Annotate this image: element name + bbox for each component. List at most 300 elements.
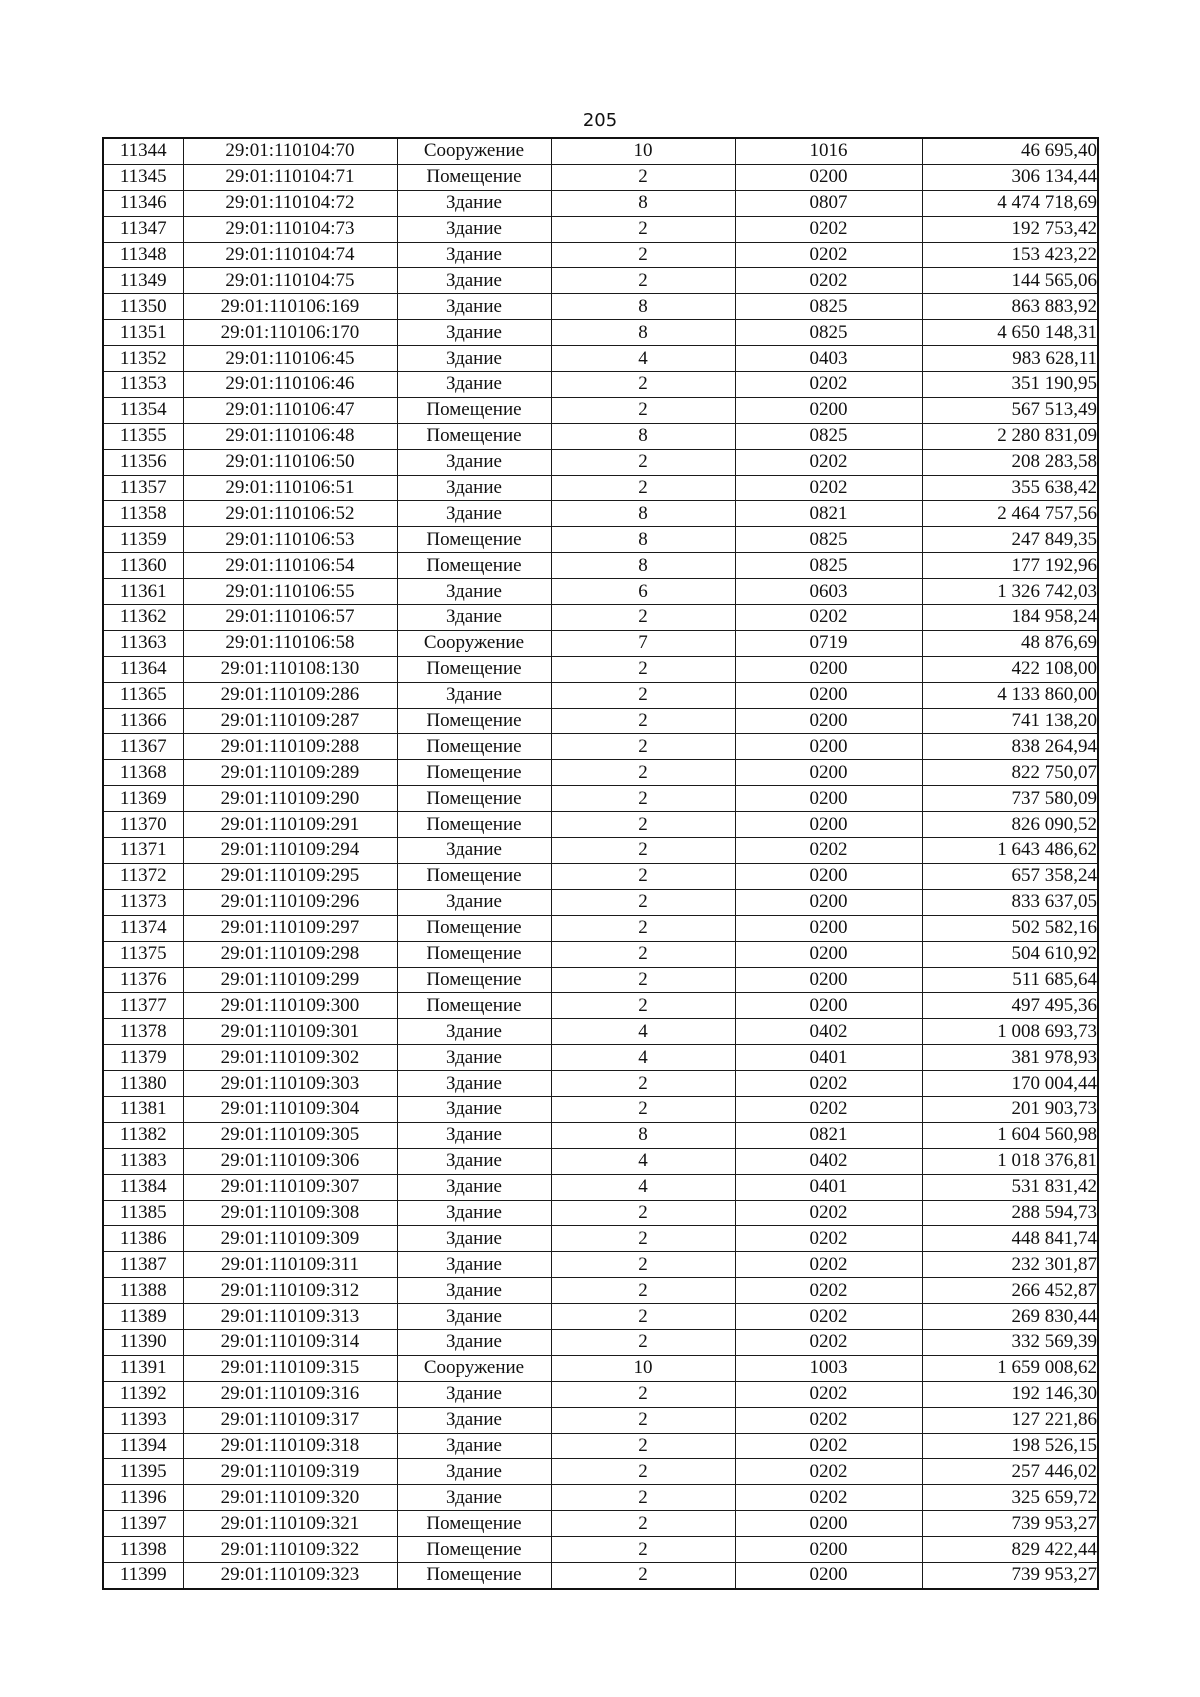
cadastral-number-cell: 29:01:110109:313 xyxy=(183,1304,397,1330)
row-number-cell: 11366 xyxy=(103,708,183,734)
cadastral-value-cell: 4 474 718,69 xyxy=(922,190,1098,216)
subgroup-code-cell: 0821 xyxy=(735,501,922,527)
cadastral-value-cell: 192 753,42 xyxy=(922,216,1098,242)
subgroup-code-cell: 0202 xyxy=(735,605,922,631)
cadastral-value-cell: 1 018 376,81 xyxy=(922,1148,1098,1174)
object-type-cell: Помещение xyxy=(397,734,551,760)
table-row xyxy=(103,423,1098,449)
cadastral-number-cell: 29:01:110109:316 xyxy=(183,1381,397,1407)
table-row xyxy=(103,1096,1098,1122)
cadastral-value-cell: 863 883,92 xyxy=(922,294,1098,320)
object-type-cell: Здание xyxy=(397,1407,551,1433)
group-cell: 4 xyxy=(551,1045,735,1071)
table-row xyxy=(103,1355,1098,1381)
table-row xyxy=(103,1562,1098,1588)
cadastral-value-cell: 269 830,44 xyxy=(922,1304,1098,1330)
page-number: 205 xyxy=(582,110,618,131)
cadastral-value-table xyxy=(102,137,1099,1590)
table-row xyxy=(103,786,1098,812)
subgroup-code-cell: 0401 xyxy=(735,1045,922,1071)
group-cell: 2 xyxy=(551,863,735,889)
cadastral-number-cell: 29:01:110109:304 xyxy=(183,1096,397,1122)
subgroup-code-cell: 0200 xyxy=(735,993,922,1019)
subgroup-code-cell: 1003 xyxy=(735,1355,922,1381)
group-cell: 2 xyxy=(551,786,735,812)
object-type-cell: Здание xyxy=(397,1096,551,1122)
object-type-cell: Здание xyxy=(397,1019,551,1045)
group-cell: 2 xyxy=(551,1096,735,1122)
row-number-cell: 11356 xyxy=(103,449,183,475)
cadastral-value-cell: 201 903,73 xyxy=(922,1096,1098,1122)
cadastral-number-cell: 29:01:110106:51 xyxy=(183,475,397,501)
object-type-cell: Помещение xyxy=(397,708,551,734)
subgroup-code-cell: 1016 xyxy=(735,138,922,164)
cadastral-number-cell: 29:01:110109:299 xyxy=(183,967,397,993)
subgroup-code-cell: 0200 xyxy=(735,164,922,190)
row-number-cell: 11399 xyxy=(103,1562,183,1588)
group-cell: 2 xyxy=(551,889,735,915)
object-type-cell: Помещение xyxy=(397,1511,551,1537)
group-cell: 2 xyxy=(551,242,735,268)
object-type-cell: Помещение xyxy=(397,1537,551,1563)
subgroup-code-cell: 0202 xyxy=(735,1278,922,1304)
group-cell: 2 xyxy=(551,1252,735,1278)
subgroup-code-cell: 0200 xyxy=(735,1511,922,1537)
cadastral-value-cell: 567 513,49 xyxy=(922,397,1098,423)
cadastral-number-cell: 29:01:110106:52 xyxy=(183,501,397,527)
object-type-cell: Помещение xyxy=(397,863,551,889)
subgroup-code-cell: 0202 xyxy=(735,1329,922,1355)
group-cell: 2 xyxy=(551,838,735,864)
cadastral-number-cell: 29:01:110108:130 xyxy=(183,656,397,682)
cadastral-number-cell: 29:01:110109:311 xyxy=(183,1252,397,1278)
cadastral-number-cell: 29:01:110109:287 xyxy=(183,708,397,734)
subgroup-code-cell: 0200 xyxy=(735,734,922,760)
object-type-cell: Здание xyxy=(397,190,551,216)
table-row xyxy=(103,1174,1098,1200)
table-row xyxy=(103,579,1098,605)
subgroup-code-cell: 0202 xyxy=(735,268,922,294)
cadastral-value-cell: 127 221,86 xyxy=(922,1407,1098,1433)
table-row xyxy=(103,216,1098,242)
cadastral-value-cell: 332 569,39 xyxy=(922,1329,1098,1355)
group-cell: 6 xyxy=(551,579,735,605)
cadastral-number-cell: 29:01:110109:294 xyxy=(183,838,397,864)
object-type-cell: Помещение xyxy=(397,760,551,786)
table-row xyxy=(103,242,1098,268)
group-cell: 8 xyxy=(551,190,735,216)
cadastral-number-cell: 29:01:110109:300 xyxy=(183,993,397,1019)
cadastral-value-cell: 1 008 693,73 xyxy=(922,1019,1098,1045)
row-number-cell: 11350 xyxy=(103,294,183,320)
subgroup-code-cell: 0202 xyxy=(735,1071,922,1097)
row-number-cell: 11348 xyxy=(103,242,183,268)
group-cell: 2 xyxy=(551,1407,735,1433)
table-row xyxy=(103,1045,1098,1071)
subgroup-code-cell: 0202 xyxy=(735,1096,922,1122)
table-row xyxy=(103,1511,1098,1537)
group-cell: 2 xyxy=(551,605,735,631)
cadastral-value-cell: 381 978,93 xyxy=(922,1045,1098,1071)
table-row xyxy=(103,1148,1098,1174)
group-cell: 2 xyxy=(551,1304,735,1330)
table-row xyxy=(103,397,1098,423)
subgroup-code-cell: 0202 xyxy=(735,1459,922,1485)
cadastral-number-cell: 29:01:110106:50 xyxy=(183,449,397,475)
table-row xyxy=(103,605,1098,631)
table-row xyxy=(103,760,1098,786)
cadastral-number-cell: 29:01:110106:170 xyxy=(183,320,397,346)
group-cell: 2 xyxy=(551,812,735,838)
subgroup-code-cell: 0825 xyxy=(735,423,922,449)
row-number-cell: 11370 xyxy=(103,812,183,838)
cadastral-number-cell: 29:01:110106:55 xyxy=(183,579,397,605)
cadastral-value-cell: 288 594,73 xyxy=(922,1200,1098,1226)
object-type-cell: Здание xyxy=(397,682,551,708)
cadastral-value-cell: 48 876,69 xyxy=(922,630,1098,656)
object-type-cell: Здание xyxy=(397,501,551,527)
object-type-cell: Здание xyxy=(397,294,551,320)
group-cell: 2 xyxy=(551,1226,735,1252)
table-row xyxy=(103,1200,1098,1226)
table-row xyxy=(103,268,1098,294)
row-number-cell: 11398 xyxy=(103,1537,183,1563)
cadastral-number-cell: 29:01:110109:323 xyxy=(183,1562,397,1588)
table-row xyxy=(103,1252,1098,1278)
row-number-cell: 11394 xyxy=(103,1433,183,1459)
cadastral-number-cell: 29:01:110104:74 xyxy=(183,242,397,268)
group-cell: 2 xyxy=(551,1562,735,1588)
object-type-cell: Здание xyxy=(397,1329,551,1355)
table-row xyxy=(103,1304,1098,1330)
group-cell: 2 xyxy=(551,475,735,501)
object-type-cell: Здание xyxy=(397,1071,551,1097)
subgroup-code-cell: 0807 xyxy=(735,190,922,216)
object-type-cell: Здание xyxy=(397,242,551,268)
row-number-cell: 11367 xyxy=(103,734,183,760)
group-cell: 2 xyxy=(551,967,735,993)
group-cell: 2 xyxy=(551,708,735,734)
cadastral-value-cell: 184 958,24 xyxy=(922,605,1098,631)
object-type-cell: Здание xyxy=(397,268,551,294)
table-row xyxy=(103,1537,1098,1563)
cadastral-number-cell: 29:01:110106:45 xyxy=(183,346,397,372)
cadastral-number-cell: 29:01:110109:289 xyxy=(183,760,397,786)
group-cell: 8 xyxy=(551,423,735,449)
group-cell: 2 xyxy=(551,1200,735,1226)
group-cell: 2 xyxy=(551,734,735,760)
row-number-cell: 11385 xyxy=(103,1200,183,1226)
table-row xyxy=(103,941,1098,967)
group-cell: 8 xyxy=(551,527,735,553)
cadastral-number-cell: 29:01:110106:53 xyxy=(183,527,397,553)
row-number-cell: 11378 xyxy=(103,1019,183,1045)
row-number-cell: 11357 xyxy=(103,475,183,501)
subgroup-code-cell: 0202 xyxy=(735,475,922,501)
group-cell: 2 xyxy=(551,656,735,682)
object-type-cell: Помещение xyxy=(397,1562,551,1588)
group-cell: 2 xyxy=(551,216,735,242)
cadastral-value-cell: 306 134,44 xyxy=(922,164,1098,190)
cadastral-number-cell: 29:01:110104:71 xyxy=(183,164,397,190)
cadastral-value-cell: 4 133 860,00 xyxy=(922,682,1098,708)
cadastral-value-cell: 829 422,44 xyxy=(922,1537,1098,1563)
subgroup-code-cell: 0825 xyxy=(735,320,922,346)
row-number-cell: 11380 xyxy=(103,1071,183,1097)
object-type-cell: Помещение xyxy=(397,553,551,579)
cadastral-number-cell: 29:01:110109:286 xyxy=(183,682,397,708)
cadastral-number-cell: 29:01:110109:288 xyxy=(183,734,397,760)
cadastral-number-cell: 29:01:110109:318 xyxy=(183,1433,397,1459)
cadastral-value-cell: 2 280 831,09 xyxy=(922,423,1098,449)
row-number-cell: 11352 xyxy=(103,346,183,372)
object-type-cell: Здание xyxy=(397,1485,551,1511)
row-number-cell: 11349 xyxy=(103,268,183,294)
cadastral-number-cell: 29:01:110109:290 xyxy=(183,786,397,812)
row-number-cell: 11383 xyxy=(103,1148,183,1174)
cadastral-number-cell: 29:01:110109:291 xyxy=(183,812,397,838)
table-row xyxy=(103,190,1098,216)
table-row xyxy=(103,993,1098,1019)
object-type-cell: Помещение xyxy=(397,993,551,1019)
group-cell: 4 xyxy=(551,1019,735,1045)
object-type-cell: Здание xyxy=(397,216,551,242)
group-cell: 2 xyxy=(551,993,735,1019)
table-row xyxy=(103,1071,1098,1097)
object-type-cell: Помещение xyxy=(397,164,551,190)
cadastral-number-cell: 29:01:110109:301 xyxy=(183,1019,397,1045)
row-number-cell: 11376 xyxy=(103,967,183,993)
group-cell: 4 xyxy=(551,1174,735,1200)
group-cell: 2 xyxy=(551,760,735,786)
cadastral-number-cell: 29:01:110109:317 xyxy=(183,1407,397,1433)
cadastral-number-cell: 29:01:110104:70 xyxy=(183,138,397,164)
cadastral-number-cell: 29:01:110109:306 xyxy=(183,1148,397,1174)
row-number-cell: 11364 xyxy=(103,656,183,682)
object-type-cell: Помещение xyxy=(397,812,551,838)
table-row xyxy=(103,812,1098,838)
row-number-cell: 11379 xyxy=(103,1045,183,1071)
subgroup-code-cell: 0202 xyxy=(735,216,922,242)
subgroup-code-cell: 0202 xyxy=(735,1433,922,1459)
row-number-cell: 11345 xyxy=(103,164,183,190)
cadastral-value-cell: 741 138,20 xyxy=(922,708,1098,734)
row-number-cell: 11361 xyxy=(103,579,183,605)
group-cell: 2 xyxy=(551,1278,735,1304)
cadastral-value-cell: 266 452,87 xyxy=(922,1278,1098,1304)
group-cell: 2 xyxy=(551,1329,735,1355)
cadastral-value-cell: 531 831,42 xyxy=(922,1174,1098,1200)
object-type-cell: Помещение xyxy=(397,786,551,812)
row-number-cell: 11368 xyxy=(103,760,183,786)
object-type-cell: Здание xyxy=(397,1045,551,1071)
cadastral-value-cell: 351 190,95 xyxy=(922,372,1098,398)
row-number-cell: 11363 xyxy=(103,630,183,656)
subgroup-code-cell: 0202 xyxy=(735,1381,922,1407)
table-row xyxy=(103,1122,1098,1148)
object-type-cell: Здание xyxy=(397,449,551,475)
cadastral-value-cell: 511 685,64 xyxy=(922,967,1098,993)
group-cell: 8 xyxy=(551,294,735,320)
cadastral-value-cell: 497 495,36 xyxy=(922,993,1098,1019)
subgroup-code-cell: 0200 xyxy=(735,863,922,889)
subgroup-code-cell: 0825 xyxy=(735,294,922,320)
cadastral-value-cell: 838 264,94 xyxy=(922,734,1098,760)
cadastral-value-cell: 325 659,72 xyxy=(922,1485,1098,1511)
row-number-cell: 11371 xyxy=(103,838,183,864)
object-type-cell: Сооружение xyxy=(397,630,551,656)
cadastral-value-cell: 2 464 757,56 xyxy=(922,501,1098,527)
row-number-cell: 11365 xyxy=(103,682,183,708)
row-number-cell: 11397 xyxy=(103,1511,183,1537)
group-cell: 2 xyxy=(551,915,735,941)
group-cell: 7 xyxy=(551,630,735,656)
subgroup-code-cell: 0200 xyxy=(735,941,922,967)
row-number-cell: 11377 xyxy=(103,993,183,1019)
group-cell: 2 xyxy=(551,397,735,423)
object-type-cell: Помещение xyxy=(397,423,551,449)
group-cell: 2 xyxy=(551,268,735,294)
cadastral-number-cell: 29:01:110106:57 xyxy=(183,605,397,631)
group-cell: 2 xyxy=(551,1459,735,1485)
cadastral-value-cell: 1 643 486,62 xyxy=(922,838,1098,864)
object-type-cell: Здание xyxy=(397,1278,551,1304)
cadastral-number-cell: 29:01:110109:314 xyxy=(183,1329,397,1355)
cadastral-number-cell: 29:01:110109:309 xyxy=(183,1226,397,1252)
group-cell: 2 xyxy=(551,164,735,190)
row-number-cell: 11346 xyxy=(103,190,183,216)
row-number-cell: 11354 xyxy=(103,397,183,423)
row-number-cell: 11353 xyxy=(103,372,183,398)
subgroup-code-cell: 0202 xyxy=(735,838,922,864)
cadastral-value-cell: 822 750,07 xyxy=(922,760,1098,786)
table-row xyxy=(103,838,1098,864)
row-number-cell: 11386 xyxy=(103,1226,183,1252)
subgroup-code-cell: 0202 xyxy=(735,1407,922,1433)
row-number-cell: 11381 xyxy=(103,1096,183,1122)
cadastral-value-cell: 177 192,96 xyxy=(922,553,1098,579)
table-row xyxy=(103,656,1098,682)
row-number-cell: 11387 xyxy=(103,1252,183,1278)
object-type-cell: Здание xyxy=(397,889,551,915)
subgroup-code-cell: 0200 xyxy=(735,889,922,915)
row-number-cell: 11382 xyxy=(103,1122,183,1148)
subgroup-code-cell: 0403 xyxy=(735,346,922,372)
object-type-cell: Помещение xyxy=(397,656,551,682)
row-number-cell: 11390 xyxy=(103,1329,183,1355)
object-type-cell: Здание xyxy=(397,1122,551,1148)
cadastral-number-cell: 29:01:110106:169 xyxy=(183,294,397,320)
table-row xyxy=(103,1278,1098,1304)
subgroup-code-cell: 0402 xyxy=(735,1019,922,1045)
table-row xyxy=(103,1019,1098,1045)
subgroup-code-cell: 0202 xyxy=(735,1252,922,1278)
subgroup-code-cell: 0200 xyxy=(735,760,922,786)
subgroup-code-cell: 0202 xyxy=(735,242,922,268)
row-number-cell: 11372 xyxy=(103,863,183,889)
cadastral-value-cell: 448 841,74 xyxy=(922,1226,1098,1252)
cadastral-value-cell: 983 628,11 xyxy=(922,346,1098,372)
table-row xyxy=(103,1433,1098,1459)
subgroup-code-cell: 0202 xyxy=(735,1226,922,1252)
row-number-cell: 11351 xyxy=(103,320,183,346)
table-row xyxy=(103,682,1098,708)
object-type-cell: Здание xyxy=(397,1381,551,1407)
cadastral-number-cell: 29:01:110109:322 xyxy=(183,1537,397,1563)
table-row xyxy=(103,630,1098,656)
cadastral-value-cell: 355 638,42 xyxy=(922,475,1098,501)
group-cell: 2 xyxy=(551,1537,735,1563)
table-row xyxy=(103,527,1098,553)
subgroup-code-cell: 0821 xyxy=(735,1122,922,1148)
table-row xyxy=(103,294,1098,320)
cadastral-number-cell: 29:01:110109:315 xyxy=(183,1355,397,1381)
object-type-cell: Сооружение xyxy=(397,1355,551,1381)
table-row xyxy=(103,449,1098,475)
object-type-cell: Здание xyxy=(397,1433,551,1459)
subgroup-code-cell: 0200 xyxy=(735,656,922,682)
cadastral-number-cell: 29:01:110109:321 xyxy=(183,1511,397,1537)
cadastral-value-cell: 737 580,09 xyxy=(922,786,1098,812)
row-number-cell: 11362 xyxy=(103,605,183,631)
table-row xyxy=(103,164,1098,190)
cadastral-number-cell: 29:01:110109:298 xyxy=(183,941,397,967)
row-number-cell: 11359 xyxy=(103,527,183,553)
row-number-cell: 11373 xyxy=(103,889,183,915)
object-type-cell: Здание xyxy=(397,320,551,346)
object-type-cell: Здание xyxy=(397,1200,551,1226)
cadastral-number-cell: 29:01:110109:320 xyxy=(183,1485,397,1511)
object-type-cell: Здание xyxy=(397,605,551,631)
group-cell: 2 xyxy=(551,1485,735,1511)
object-type-cell: Здание xyxy=(397,838,551,864)
row-number-cell: 11392 xyxy=(103,1381,183,1407)
row-number-cell: 11388 xyxy=(103,1278,183,1304)
cadastral-number-cell: 29:01:110106:46 xyxy=(183,372,397,398)
cadastral-value-cell: 192 146,30 xyxy=(922,1381,1098,1407)
object-type-cell: Здание xyxy=(397,1252,551,1278)
subgroup-code-cell: 0200 xyxy=(735,786,922,812)
subgroup-code-cell: 0200 xyxy=(735,1562,922,1588)
cadastral-number-cell: 29:01:110104:75 xyxy=(183,268,397,294)
group-cell: 2 xyxy=(551,1511,735,1537)
row-number-cell: 11344 xyxy=(103,138,183,164)
table-row xyxy=(103,1226,1098,1252)
object-type-cell: Сооружение xyxy=(397,138,551,164)
cadastral-number-cell: 29:01:110106:54 xyxy=(183,553,397,579)
object-type-cell: Здание xyxy=(397,1304,551,1330)
object-type-cell: Помещение xyxy=(397,527,551,553)
object-type-cell: Здание xyxy=(397,1226,551,1252)
table-row xyxy=(103,1485,1098,1511)
cadastral-number-cell: 29:01:110104:73 xyxy=(183,216,397,242)
cadastral-value-cell: 46 695,40 xyxy=(922,138,1098,164)
table-row xyxy=(103,1459,1098,1485)
subgroup-code-cell: 0200 xyxy=(735,915,922,941)
subgroup-code-cell: 0200 xyxy=(735,397,922,423)
cadastral-number-cell: 29:01:110106:48 xyxy=(183,423,397,449)
group-cell: 8 xyxy=(551,553,735,579)
table-row xyxy=(103,475,1098,501)
group-cell: 2 xyxy=(551,449,735,475)
table-row xyxy=(103,346,1098,372)
object-type-cell: Здание xyxy=(397,1459,551,1485)
group-cell: 2 xyxy=(551,1433,735,1459)
subgroup-code-cell: 0202 xyxy=(735,372,922,398)
group-cell: 8 xyxy=(551,320,735,346)
cadastral-value-cell: 739 953,27 xyxy=(922,1562,1098,1588)
object-type-cell: Помещение xyxy=(397,915,551,941)
